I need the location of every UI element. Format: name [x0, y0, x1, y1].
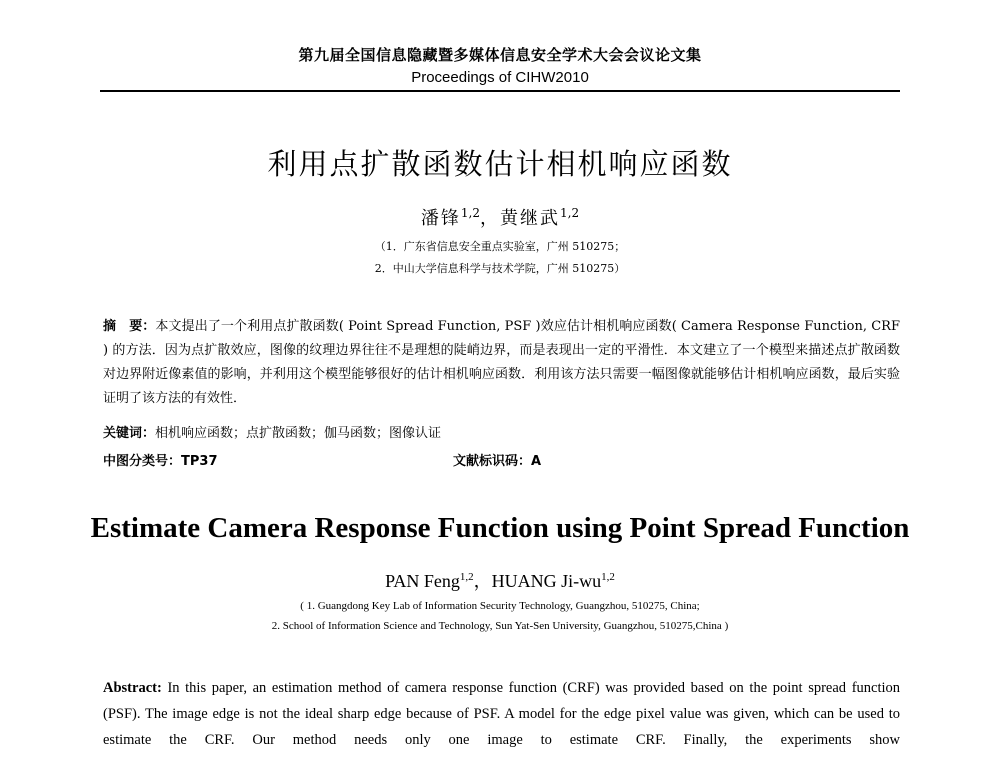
abstract-text-cn: 本文提出了一个利用点扩散函数( Point Spread Function, PSF )效应估计相机响应函数( Camera Response Function, CRF ) 的方法．因为点扩散效应，图像的纹理边界往往不是理想的陡峭边界，而是表现出一定的平滑性．本文建立了一个模型来描述点扩散函数对边界附近像素值的影响，并利用这个模型能够很好的估计相机响应函数．利用该方法只需要一幅图像就能够估计相机响应函数，最后实验证明了该方法的有效性． — [103, 319, 900, 406]
author-separator: ， — [473, 571, 492, 591]
abstract-cn — [103, 315, 900, 411]
proceedings-title: Proceedings of CIHW2010 — [411, 69, 589, 86]
keywords-text: 相机响应函数；点扩散函数；伽马函数；图像认证 — [155, 426, 442, 441]
conference-title: 第九届全国信息隐藏暨多媒体信息安全学术大会会议论文集 — [298, 46, 702, 64]
document-code-value: A — [531, 454, 542, 469]
affiliation-en-1: ( 1. Guangdong Key Lab of Information Security Technology, Guangzhou, 510275, China; — [300, 600, 700, 612]
affiliation-en-2: 2. School of Information Science and Technology, Sun Yat-Sen University, Guangzhou, 510275,China ) — [271, 620, 729, 632]
paper-title-cn: 利用点扩散函数估计相机响应函数 — [267, 147, 733, 181]
classification-value: TP37 — [181, 454, 218, 469]
author-affiliation-mark: 1,2 — [460, 206, 480, 220]
abstract-text-en: In this paper, an estimation method of camera response function (CRF) was provided based on the point spread function (PSF). The image edge is not the ideal sharp edge because of PSF. A model for the edge pixel value was given, which can be used to estimate the CRF. Our method needs only one image to estimate CRF. Finally, the experiments show — [103, 680, 901, 748]
authors-en — [0, 567, 1000, 593]
affiliation-cn-2: 2．中山大学信息科学与技术学院，广州 510275） — [374, 262, 626, 275]
keywords-cn — [103, 422, 441, 441]
author-name: HUANG Ji-wu — [491, 571, 602, 591]
authors-cn — [0, 204, 1000, 230]
affiliation-cn-1: （1．广东省信息安全重点实验室，广州 510275； — [374, 240, 626, 253]
keywords-label: 关键词： — [103, 426, 156, 441]
document-code — [453, 450, 541, 469]
header-rule — [100, 90, 900, 92]
paper-title-en: Estimate Camera Response Function using Point Spread Function — [90, 512, 910, 544]
author-affiliation-mark: 1,2 — [601, 571, 615, 583]
author-affiliation-mark: 1,2 — [560, 206, 580, 220]
classification-label: 中图分类号： — [103, 454, 182, 469]
author-name: PAN Feng — [385, 571, 460, 591]
author-separator: ， — [480, 208, 500, 229]
author-name: 黄继武 — [500, 208, 560, 229]
abstract-label-cn: 摘 要： — [103, 319, 156, 334]
author-affiliation-mark: 1,2 — [459, 571, 474, 583]
abstract-en — [103, 675, 900, 753]
classification — [103, 450, 218, 469]
author-name: 潘锋 — [420, 208, 461, 229]
document-code-label: 文献标识码： — [453, 454, 532, 469]
abstract-label-en: Abstract: — [103, 680, 162, 696]
